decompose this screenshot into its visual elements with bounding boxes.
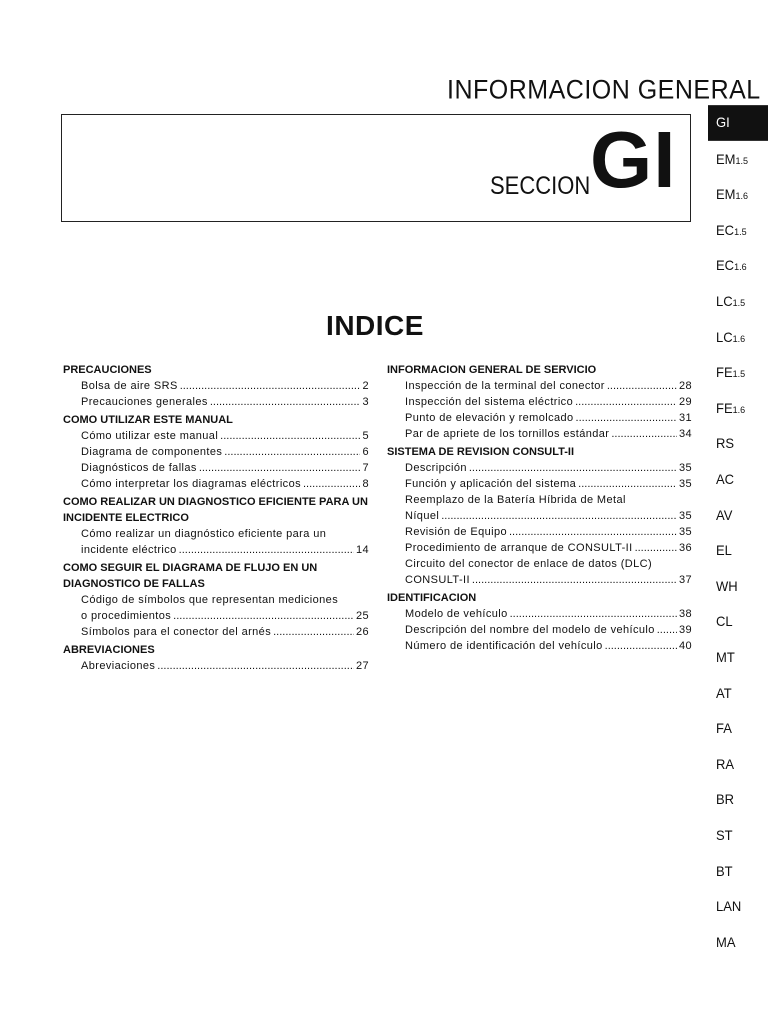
tab-code: EM (716, 186, 736, 203)
toc-entry[interactable] (81, 592, 369, 624)
tab-code: CL (716, 614, 733, 630)
tab-engine-size: 1.6 (732, 333, 746, 344)
tab-code: FE (716, 400, 733, 417)
toc-entry-text: Abreviaciones (81, 660, 156, 672)
toc-entry-text: Procedimiento de arranque de CONSULT-II (405, 542, 633, 554)
toc-page-number: 34 (678, 428, 692, 440)
toc-entry[interactable] (405, 378, 692, 394)
toc-section-heading: SISTEMA DE REVISION CONSULT-II (387, 446, 575, 458)
tab-engine-size: 1.6 (734, 262, 747, 273)
toc-entry-text: Modelo de vehículo (405, 608, 508, 620)
toc-entry-text: Reemplazo de la Batería Híbrida de Metal (405, 494, 626, 506)
toc-entry[interactable] (81, 624, 369, 640)
toc-entry[interactable] (81, 378, 369, 394)
tab-engine-size: 1.5 (734, 226, 747, 238)
toc-section-heading: COMO SEGUIR EL DIAGRAMA DE FLUJO EN UN DIAGNOSTICO DE FALLAS (63, 562, 318, 590)
dot-leader (510, 606, 677, 622)
toc-left-column (63, 360, 369, 674)
toc-entry[interactable] (81, 476, 369, 492)
toc-entry-text: CONSULT-II (405, 574, 470, 586)
toc-page-number: 5 (362, 430, 369, 442)
toc-entry-text: Código de símbolos que representan mediciones (81, 594, 339, 606)
section-tab-av[interactable] (716, 507, 732, 523)
toc-page-number: 6 (362, 446, 369, 458)
toc-entry-text: Función y aplicación del sistema (405, 478, 577, 490)
dot-leader (605, 638, 677, 654)
tab-code: AT (716, 685, 732, 701)
toc-page-number: 25 (355, 610, 369, 622)
section-tab-at[interactable] (716, 685, 732, 701)
dot-leader (575, 394, 677, 410)
toc-section-heading: INFORMACION GENERAL DE SERVICIO (387, 364, 597, 376)
toc-entry[interactable] (405, 606, 692, 622)
toc-entry[interactable] (81, 658, 369, 674)
toc-page-number: 2 (362, 380, 369, 392)
section-tab-ra[interactable] (716, 756, 734, 772)
toc-entry-text: o procedimientos (81, 610, 172, 622)
dot-leader (472, 572, 677, 588)
tab-code: MA (716, 934, 736, 951)
tab-engine-size: 1.6 (732, 404, 746, 416)
toc-entry-text: Par de apriete de los tornillos estándar (405, 428, 610, 440)
toc-right-column (387, 360, 692, 654)
toc-page-number: 26 (355, 626, 369, 638)
toc-section-heading: PRECAUCIONES (63, 364, 152, 376)
section-tab-ac[interactable] (716, 472, 734, 488)
tab-code: EC (716, 258, 735, 274)
section-tab-wh[interactable] (716, 578, 738, 594)
toc-entry[interactable] (81, 444, 369, 460)
toc-entry-text: Cómo interpretar los diagramas eléctricos (81, 478, 301, 490)
dot-leader (210, 394, 361, 410)
toc-page-number: 40 (678, 640, 692, 652)
tab-code: AC (716, 471, 735, 488)
tab-code: LC (716, 293, 733, 310)
toc-section-heading: ABREVIACIONES (63, 644, 155, 656)
toc-page-number: 7 (362, 462, 369, 474)
toc-page-number: 3 (362, 396, 369, 408)
dot-leader (157, 658, 354, 674)
tab-code: AV (716, 507, 733, 523)
toc-section-heading: IDENTIFICACION (387, 592, 477, 604)
tab-engine-size: 1.5 (732, 369, 746, 380)
dot-leader (220, 428, 360, 444)
section-tab-cl[interactable] (716, 614, 733, 630)
document-title: INFORMACION GENERAL (447, 74, 761, 106)
toc-entry-text: Diagrama de componentes (81, 446, 223, 458)
tab-code: BT (716, 863, 733, 879)
toc-page-number: 29 (678, 396, 692, 408)
toc-entry-text: Símbolos para el conector del arnés (81, 626, 272, 638)
section-tab-fe15[interactable] (716, 365, 745, 381)
section-tab-fe16[interactable] (716, 400, 745, 416)
tab-code: LAN (716, 898, 742, 915)
tab-code: GI (716, 114, 730, 131)
toc-entry[interactable] (405, 492, 692, 524)
section-tab-ec15[interactable] (716, 222, 747, 238)
toc-entry[interactable] (81, 460, 369, 476)
section-tab-ec16[interactable] (716, 258, 747, 274)
dot-leader (303, 476, 360, 492)
dot-leader (509, 524, 677, 540)
toc-section-heading: COMO REALIZAR UN DIAGNOSTICO EFICIENTE PARA UN INCIDENTE ELECTRICO (63, 496, 368, 524)
toc-entry-text: Descripción del nombre del modelo de vehículo (405, 624, 655, 636)
tab-code: ST (716, 827, 733, 844)
tab-engine-size: 1.6 (735, 191, 749, 202)
toc-entry[interactable] (405, 410, 692, 426)
toc-entry-text: incidente eléctrico (81, 544, 177, 556)
section-tab-st[interactable] (716, 828, 733, 844)
tab-code: EM (716, 151, 736, 167)
toc-entry-text: Inspección del sistema eléctrico (405, 396, 574, 408)
dot-leader (578, 476, 677, 492)
toc-entry[interactable] (405, 540, 692, 556)
tab-code: WH (716, 578, 738, 595)
dot-leader (657, 622, 677, 638)
dot-leader (576, 410, 677, 426)
dot-leader (611, 426, 677, 442)
toc-entry-text: Número de identificación del vehículo (405, 640, 603, 652)
dot-leader (173, 608, 354, 624)
section-tab-lc15[interactable] (716, 294, 745, 310)
tab-code: RA (716, 756, 735, 773)
toc-page-number: 35 (678, 478, 692, 490)
toc-entry-text: Revisión de Equipo (405, 526, 507, 538)
tab-code: MT (716, 649, 735, 666)
toc-entry-text: Precauciones generales (81, 396, 208, 408)
section-tab-lc16[interactable] (716, 329, 745, 345)
toc-entry[interactable] (405, 394, 692, 410)
toc-entry-text: Níquel (405, 510, 440, 522)
section-tab-br[interactable] (716, 792, 734, 808)
tab-code: RS (716, 436, 735, 452)
section-tab-bt[interactable] (716, 863, 733, 879)
toc-entry-text: Circuito del conector de enlace de datos (DLC) (405, 558, 653, 570)
section-tab-rs[interactable] (716, 436, 734, 452)
tab-engine-size: 1.5 (735, 155, 749, 166)
dot-leader (635, 540, 677, 556)
toc-entry[interactable] (405, 638, 692, 654)
toc-entry[interactable] (405, 556, 692, 588)
tab-engine-size: 1.5 (732, 297, 746, 309)
toc-entry[interactable] (405, 476, 692, 492)
section-tab-gi[interactable] (708, 105, 768, 141)
toc-entry[interactable] (81, 394, 369, 410)
toc-entry-text: Inspección de la terminal del conector (405, 380, 605, 392)
section-code: GI (590, 115, 677, 204)
section-tab-lan[interactable] (716, 899, 741, 915)
dot-leader (441, 508, 677, 524)
section-tab-em15[interactable] (716, 151, 748, 167)
tab-code: LC (716, 329, 733, 345)
toc-entry-text: Descripción (405, 462, 467, 474)
toc-page-number: 39 (678, 624, 692, 636)
toc-page-number: 35 (678, 510, 692, 522)
toc-entry[interactable] (81, 428, 369, 444)
section-tab-ma[interactable] (716, 934, 736, 950)
toc-entry-text: Punto de elevación y remolcado (405, 412, 574, 424)
toc-page-number: 31 (678, 412, 692, 424)
toc-entry[interactable] (405, 622, 692, 638)
toc-entry-text: Bolsa de aire SRS (81, 380, 178, 392)
toc-entry-text: Diagnósticos de fallas (81, 462, 197, 474)
dot-leader (179, 542, 354, 558)
toc-section-heading: COMO UTILIZAR ESTE MANUAL (63, 414, 233, 426)
dot-leader (469, 460, 677, 476)
toc-entry[interactable] (405, 426, 692, 442)
toc-page-number: 35 (678, 526, 692, 538)
toc-page-number: 28 (678, 380, 692, 392)
section-tab-el[interactable] (716, 543, 732, 559)
toc-page-number: 8 (362, 478, 369, 490)
toc-page-number: 35 (678, 462, 692, 474)
section-tab-em16[interactable] (716, 187, 748, 203)
toc-page-number: 36 (678, 542, 692, 554)
tab-code: EL (716, 542, 732, 559)
toc-page-number: 37 (678, 574, 692, 586)
dot-leader (607, 378, 677, 394)
tab-code: FA (716, 720, 732, 737)
toc-entry[interactable] (405, 524, 692, 540)
toc-entry-text: Cómo utilizar este manual (81, 430, 219, 442)
toc-entry[interactable] (81, 526, 369, 558)
dot-leader (180, 378, 361, 394)
dot-leader (199, 460, 361, 476)
tab-code: EC (716, 222, 735, 239)
toc-entry[interactable] (405, 460, 692, 476)
toc-page-number: 14 (355, 544, 369, 556)
index-title: INDICE (326, 310, 424, 341)
section-label: SECCION (490, 171, 591, 200)
tab-code: FE (716, 364, 733, 381)
section-tab-mt[interactable] (716, 650, 735, 666)
dot-leader (224, 444, 360, 460)
section-tab-fa[interactable] (716, 721, 732, 737)
toc-entry-text: Cómo realizar un diagnóstico eficiente para un (81, 528, 327, 540)
section-header-box (61, 114, 691, 222)
toc-page-number: 27 (355, 660, 369, 672)
tab-code: BR (716, 792, 735, 808)
toc-page-number: 38 (678, 608, 692, 620)
dot-leader (273, 624, 354, 640)
